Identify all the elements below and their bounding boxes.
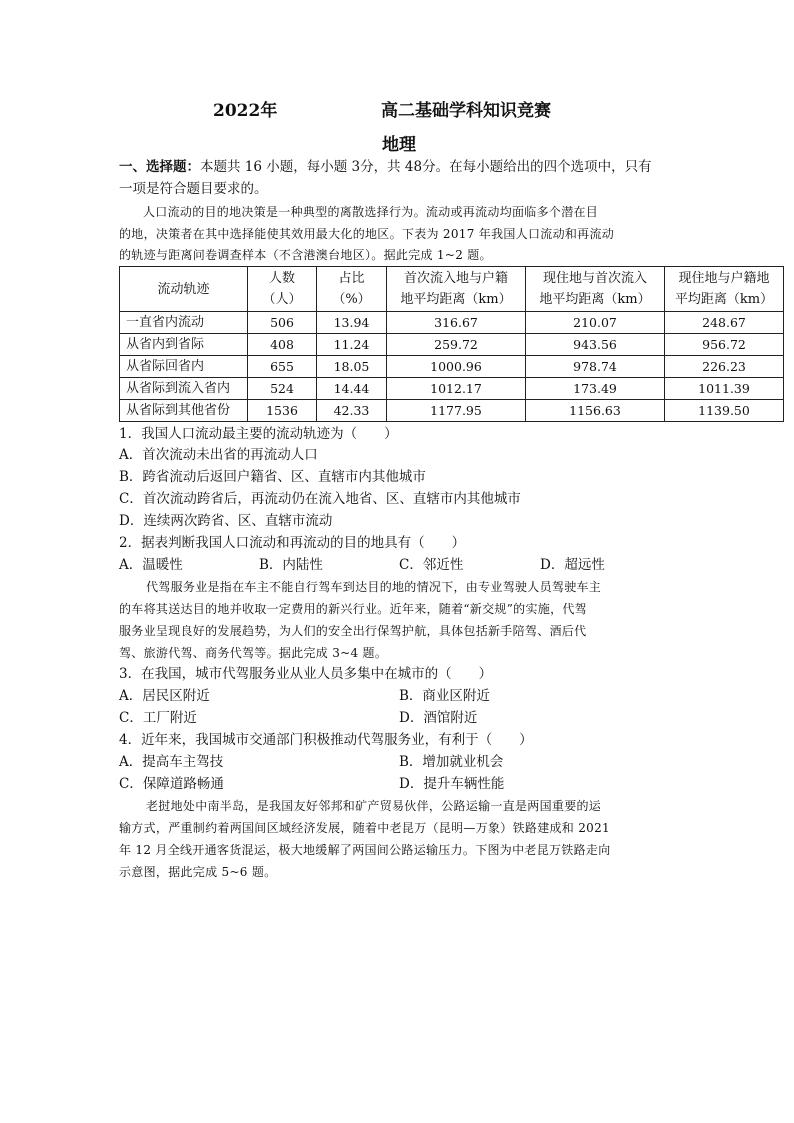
table-row	[120, 356, 784, 378]
table-header-cell: 现住地与户籍地 平均距离（km）	[665, 267, 784, 312]
table-header-row	[120, 267, 784, 312]
question-2-option-c[interactable]: C．邻近性	[399, 557, 464, 573]
table-cell: 226.23	[665, 356, 784, 378]
table-cell: 956.72	[665, 334, 784, 356]
exam-year: 2022年	[213, 101, 278, 121]
subject-title: 地理	[382, 135, 416, 155]
table-cell: 1177.95	[387, 400, 526, 422]
table-header-cell: 首次流入地与户籍 地平均距离（km）	[387, 267, 526, 312]
exam-title: 高二基础学科知识竞赛	[381, 101, 551, 121]
table-cell: 978.74	[526, 356, 665, 378]
question-1-option-c[interactable]: C．首次流动跨省后，再流动仍在流入地省、区、直辖市内其他城市	[119, 491, 521, 507]
passage3-line: 年 12 月全线开通客货混运，极大地缓解了两国间公路运输压力。下图为中老昆万铁路走向	[119, 843, 611, 857]
question-3-stem: 3．在我国，城市代驾服务业从业人员多集中在城市的（ ）	[119, 666, 493, 682]
question-4-stem: 4．近年来，我国城市交通部门积极推动代驾服务业，有利于（ ）	[119, 732, 533, 748]
table-cell: 1000.96	[387, 356, 526, 378]
migration-table	[119, 266, 784, 422]
table-cell: 从省内到省际	[120, 334, 248, 356]
table-cell: 210.07	[526, 312, 665, 334]
question-3-option-a[interactable]: A．居民区附近	[119, 688, 210, 704]
question-2-stem: 2．据表判断我国人口流动和再流动的目的地具有（ ）	[119, 535, 466, 551]
question-2-option-a[interactable]: A．温暖性	[119, 557, 183, 573]
passage2-line: 的车将其送达目的地并收取一定费用的新兴行业。近年来，随着“新交规”的实施，代驾	[119, 602, 587, 616]
question-1-option-a[interactable]: A．首次流动未出省的再流动人口	[119, 447, 318, 463]
question-2-option-d[interactable]: D．超远性	[540, 557, 605, 573]
table-header-cell: 人数 （人）	[248, 267, 317, 312]
section-intro-text: 本题共 16 小题，每小题 3分，共 48分。在每小题给出的四个选项中，只有	[200, 159, 652, 175]
table-header-cell: 现住地与首次流入 地平均距离（km）	[526, 267, 665, 312]
question-1-option-d[interactable]: D．连续两次跨省、区、直辖市流动	[119, 513, 333, 529]
question-4-option-c[interactable]: C．保障道路畅通	[119, 776, 224, 792]
question-4-option-a[interactable]: A．提高车主驾技	[119, 754, 224, 770]
table-cell: 一直省内流动	[120, 312, 248, 334]
table-row	[120, 378, 784, 400]
table-cell: 从省际到其他省份	[120, 400, 248, 422]
table-cell: 13.94	[317, 312, 387, 334]
table-row	[120, 312, 784, 334]
table-cell: 从省际到流入省内	[120, 378, 248, 400]
passage2-line: 驾、旅游代驾、商务代驾等。据此完成 3~4 题。	[119, 646, 388, 660]
table-cell: 259.72	[387, 334, 526, 356]
table-cell: 655	[248, 356, 317, 378]
table-cell: 14.44	[317, 378, 387, 400]
table-cell: 943.56	[526, 334, 665, 356]
table-cell: 18.05	[317, 356, 387, 378]
table-header-cell: 占比 （%）	[317, 267, 387, 312]
question-4-option-d[interactable]: D．提升车辆性能	[399, 776, 505, 792]
passage2-line: 代驾服务业是指在车主不能自行驾车到达目的地的情况下，由专业驾驶人员驾驶车主	[146, 580, 602, 594]
table-cell: 1012.17	[387, 378, 526, 400]
table-cell: 1011.39	[665, 378, 784, 400]
table-row	[120, 334, 784, 356]
table-cell: 316.67	[387, 312, 526, 334]
question-3-option-b[interactable]: B．商业区附近	[399, 688, 490, 704]
table-cell: 524	[248, 378, 317, 400]
table-cell: 506	[248, 312, 317, 334]
passage2-line: 服务业呈现良好的发展趋势，为人们的安全出行保驾护航，具体包括新手陪驾、酒后代	[119, 624, 587, 638]
passage3-line: 老挝地处中南半岛，是我国友好邻邦和矿产贸易伙伴，公路运输一直是两国重要的运	[146, 799, 602, 813]
table-cell: 173.49	[526, 378, 665, 400]
table-row	[120, 400, 784, 422]
table-cell: 1139.50	[665, 400, 784, 422]
header	[0, 96, 794, 122]
question-2-option-b[interactable]: B．内陆性	[259, 557, 323, 573]
question-1-option-b[interactable]: B．跨省流动后返回户籍省、区、直辖市内其他城市	[119, 469, 426, 485]
table-cell: 11.24	[317, 334, 387, 356]
section-intro-line2: 一项是符合题目要求的。	[119, 181, 268, 197]
table-cell: 1536	[248, 400, 317, 422]
question-1-stem: 1．我国人口流动最主要的流动轨迹为（ ）	[119, 426, 398, 442]
question-3-option-c[interactable]: C．工厂附近	[119, 710, 197, 726]
table-cell: 248.67	[665, 312, 784, 334]
question-4-option-b[interactable]: B．增加就业机会	[399, 754, 504, 770]
question-3-option-d[interactable]: D．酒馆附近	[399, 710, 478, 726]
section-heading: 一、选择题：	[119, 159, 200, 175]
table-header-cell: 流动轨迹	[120, 267, 248, 312]
table-cell: 42.33	[317, 400, 387, 422]
passage3-line: 输方式，严重制约着两国间区域经济发展，随着中老昆万（昆明—万象）铁路建成和 2021	[119, 821, 610, 835]
table-cell: 408	[248, 334, 317, 356]
passage1-line: 人口流动的目的地决策是一种典型的离散选择行为。流动或再流动均面临多个潜在目	[143, 205, 599, 219]
section-intro	[119, 157, 652, 177]
passage1-line: 的地，决策者在其中选择能使其效用最大化的地区。下表为 2017 年我国人口流动和再流动	[119, 227, 615, 241]
table-cell: 从省际回省内	[120, 356, 248, 378]
table-cell: 1156.63	[526, 400, 665, 422]
passage3-line: 示意图，据此完成 5~6 题。	[119, 865, 277, 879]
passage1-line: 的轨迹与距离问卷调查样本（不含港澳台地区）。据此完成 1~2 题。	[119, 248, 492, 262]
